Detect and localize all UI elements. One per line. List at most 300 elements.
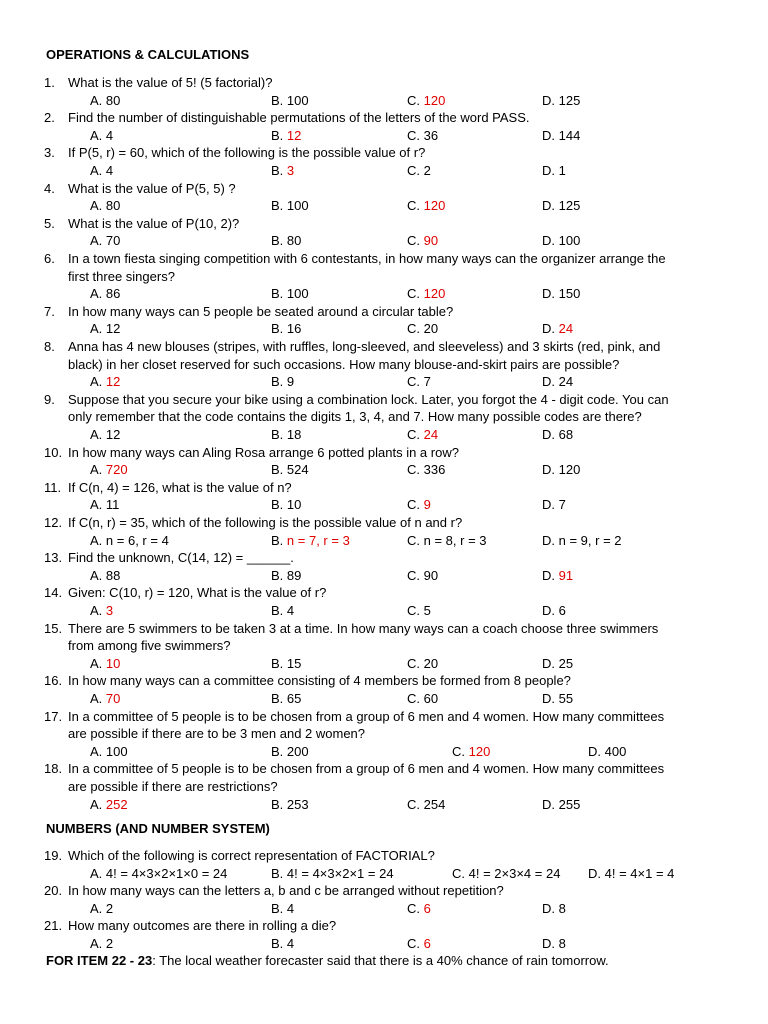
option-value: 4! = 4×3×2×1×0 = 24 — [105, 865, 228, 881]
answer-option — [90, 162, 113, 179]
option-value-correct: 91 — [558, 567, 574, 583]
option-value-correct: 6 — [423, 936, 431, 951]
option-value: 11 — [105, 497, 120, 513]
question-number: 1. — [44, 75, 55, 90]
option-value: 100 — [286, 198, 309, 214]
option-value: 7 — [423, 374, 431, 390]
answer-option — [407, 373, 431, 390]
question-number: 19. — [44, 848, 63, 863]
option-value-correct: 12 — [105, 374, 121, 390]
option-letter: A. — [90, 567, 103, 583]
question-text: In a committee of 5 people is to be chosen from a group of 6 men and 4 women. How many committees — [68, 761, 665, 777]
answer-option — [542, 461, 580, 478]
option-letter: B. — [271, 374, 284, 390]
option-value: 100 — [286, 92, 309, 108]
option-value: 86 — [105, 286, 121, 302]
option-letter: B. — [271, 532, 284, 548]
option-value: 4 — [105, 163, 114, 178]
option-value: 4 — [286, 936, 295, 951]
option-value: n = 6, r = 4 — [105, 532, 169, 548]
question-number: 10. — [44, 444, 63, 460]
option-value: 36 — [423, 127, 439, 143]
question-number: 7. — [44, 303, 55, 319]
option-letter: C. — [407, 603, 420, 618]
answer-option — [271, 127, 301, 144]
option-value: 80 — [105, 198, 121, 214]
answer-option — [271, 232, 301, 249]
option-value-correct: 24 — [558, 321, 574, 337]
option-letter: D. — [542, 655, 555, 671]
answer-option — [90, 127, 113, 144]
option-letter: C. — [407, 286, 420, 302]
option-value: 100 — [558, 233, 581, 249]
answer-option — [90, 743, 128, 760]
answer-option — [407, 285, 445, 302]
question-text: Suppose that you secure your bike using a combination lock. Later, you forgot the 4 - digit code. You can — [68, 391, 669, 407]
question-text: from among five swimmers? — [68, 638, 231, 654]
answer-option — [407, 461, 445, 478]
answer-option — [90, 900, 113, 917]
question-number: 5. — [44, 215, 55, 231]
answer-option — [407, 320, 438, 337]
option-letter: D. — [542, 462, 555, 478]
answer-option — [90, 532, 169, 549]
answer-option — [407, 197, 445, 214]
option-value: 24 — [558, 374, 574, 390]
option-letter: C. — [407, 532, 420, 548]
answer-option — [542, 320, 573, 337]
question-text: are possible if there are restrictions? — [68, 779, 278, 794]
option-value: 100 — [286, 286, 309, 302]
option-letter: D. — [542, 321, 555, 337]
answer-option — [407, 690, 438, 707]
option-letter: B. — [271, 163, 284, 178]
answer-option — [542, 162, 566, 179]
option-value: 100 — [105, 743, 128, 759]
option-letter: B. — [271, 936, 284, 951]
option-letter: B. — [271, 462, 284, 478]
option-value: 5 — [423, 603, 431, 618]
option-value: 524 — [286, 462, 309, 478]
answer-option — [407, 232, 438, 249]
option-letter: B. — [271, 603, 284, 618]
option-letter: A. — [90, 936, 103, 951]
question-number: 9. — [44, 391, 55, 407]
option-value-correct: 252 — [105, 796, 128, 812]
option-letter: D. — [588, 743, 601, 759]
question-text: What is the value of P(5, 5) ? — [68, 180, 236, 196]
answer-option — [407, 796, 445, 813]
question-text: In how many ways can 5 people be seated around a circular table? — [68, 303, 454, 319]
question-number: 21. — [44, 918, 63, 934]
answer-option — [90, 232, 120, 249]
footer-note — [46, 952, 609, 969]
answer-option — [542, 92, 580, 109]
option-letter: D. — [542, 691, 555, 706]
option-value: 70 — [105, 233, 121, 249]
option-letter: B. — [271, 427, 284, 442]
option-letter: D. — [542, 603, 555, 618]
question-text: If C(n, 4) = 126, what is the value of n? — [68, 479, 292, 495]
option-value: 18 — [286, 427, 302, 442]
answer-option — [90, 92, 120, 109]
option-letter: A. — [90, 743, 103, 759]
option-letter: C. — [452, 743, 465, 759]
option-letter: D. — [542, 567, 555, 583]
question-text: are possible if there are to be 3 men and 2 women? — [68, 726, 366, 742]
option-value: 2 — [105, 900, 114, 916]
answer-option — [407, 532, 487, 549]
option-letter: C. — [407, 691, 420, 706]
option-letter: B. — [271, 321, 284, 337]
option-value: 400 — [604, 743, 627, 759]
answer-option — [542, 567, 573, 584]
option-value: 20 — [423, 321, 439, 337]
answer-option — [542, 426, 573, 443]
option-value: 125 — [558, 198, 581, 214]
option-letter: B. — [271, 796, 284, 812]
option-value: 8 — [558, 900, 566, 916]
option-value: 6 — [558, 603, 566, 618]
question-number: 13. — [44, 550, 63, 566]
answer-option — [271, 426, 301, 443]
section-heading-operations: OPERATIONS & CALCULATIONS — [46, 47, 250, 62]
question-number: 3. — [44, 145, 55, 161]
option-letter: B. — [271, 655, 284, 671]
option-letter: A. — [90, 92, 103, 108]
question-text: If C(n, r) = 35, which of the following is the possible value of n and r? — [68, 515, 463, 530]
option-value: 20 — [423, 655, 439, 671]
option-letter: A. — [90, 462, 103, 478]
option-value: 4! = 2×3×4 = 24 — [468, 865, 561, 881]
option-letter: D. — [542, 163, 555, 178]
option-value-correct: 120 — [468, 743, 491, 759]
option-letter: A. — [90, 374, 103, 390]
option-value-correct: 120 — [423, 92, 446, 108]
option-value: 4! = 4×1 = 4 — [604, 865, 675, 881]
answer-option — [542, 900, 566, 917]
answer-option — [90, 426, 120, 443]
option-value-correct: 120 — [423, 198, 446, 214]
answer-option — [542, 127, 580, 144]
option-value: 9 — [286, 374, 295, 390]
option-letter: D. — [542, 92, 555, 108]
answer-option — [407, 935, 431, 952]
answer-option — [271, 602, 294, 619]
answer-option — [90, 602, 113, 619]
answer-option — [271, 162, 294, 179]
answer-option — [271, 567, 301, 584]
answer-option — [90, 373, 120, 390]
answer-option — [90, 461, 128, 478]
option-letter: B. — [271, 900, 284, 916]
question-number: 8. — [44, 339, 55, 354]
option-value: n = 8, r = 3 — [423, 532, 487, 548]
option-letter: D. — [588, 865, 601, 881]
option-letter: A. — [90, 233, 103, 249]
answer-option — [407, 496, 431, 513]
answer-option — [90, 655, 120, 672]
option-value: 254 — [423, 796, 446, 812]
question-number: 2. — [44, 110, 55, 126]
answer-option — [588, 865, 674, 882]
answer-option — [271, 373, 294, 390]
option-letter: D. — [542, 796, 555, 812]
question-text: In a town fiesta singing competition with 6 contestants, in how many ways can the organizer arrange the — [68, 251, 666, 266]
answer-option — [271, 796, 309, 813]
answer-option — [90, 690, 120, 707]
option-letter: A. — [90, 691, 103, 706]
section-heading-numbers: NUMBERS (AND NUMBER SYSTEM) — [46, 821, 270, 836]
question-number: 12. — [44, 515, 63, 530]
option-value-correct: 720 — [105, 462, 128, 478]
answer-option — [407, 127, 438, 144]
option-letter: B. — [271, 691, 284, 706]
option-letter: C. — [407, 163, 420, 178]
question-text: What is the value of 5! (5 factorial)? — [68, 75, 273, 90]
option-value: 2 — [423, 163, 431, 178]
option-value: 90 — [423, 567, 439, 583]
answer-option — [90, 865, 227, 882]
question-text: only remember that the code contains the digits 1, 3, 4, and 7. How many possible codes are there? — [68, 409, 642, 425]
question-text: Given: C(10, r) = 120, What is the value of r? — [68, 585, 327, 601]
question-text: In how many ways can a committee consisting of 4 members be formed from 8 people? — [68, 673, 571, 689]
option-letter: A. — [90, 198, 103, 214]
option-value: n = 9, r = 2 — [558, 532, 622, 548]
option-letter: A. — [90, 603, 103, 618]
answer-option — [542, 690, 573, 707]
option-letter: D. — [542, 233, 555, 249]
question-number: 20. — [44, 883, 63, 899]
answer-option — [271, 655, 301, 672]
answer-option — [407, 426, 438, 443]
question-text: In how many ways can Aling Rosa arrange 6 potted plants in a row? — [68, 444, 459, 460]
answer-option — [542, 655, 573, 672]
question-text: In how many ways can the letters a, b and c be arranged without repetition? — [68, 883, 504, 899]
option-value-correct: 10 — [105, 655, 121, 671]
answer-option — [407, 900, 431, 917]
question-text: Which of the following is correct representation of FACTORIAL? — [68, 848, 435, 863]
option-value-correct: 3 — [286, 163, 295, 178]
footer-label: FOR ITEM 22 - 23 — [46, 953, 153, 968]
answer-option — [407, 162, 431, 179]
option-value: 144 — [558, 127, 581, 143]
option-letter: C. — [407, 233, 420, 249]
option-value: 88 — [105, 567, 121, 583]
option-value-correct: 120 — [423, 286, 446, 302]
answer-option — [271, 690, 301, 707]
option-value: 55 — [558, 691, 574, 706]
option-letter: D. — [542, 427, 555, 442]
option-letter: C. — [407, 92, 420, 108]
option-value: 68 — [558, 427, 574, 442]
answer-option — [407, 567, 438, 584]
option-letter: C. — [407, 796, 420, 812]
option-letter: A. — [90, 427, 103, 442]
option-value: 253 — [286, 796, 309, 812]
option-value: 10 — [286, 497, 302, 513]
option-letter: B. — [271, 92, 284, 108]
option-letter: C. — [407, 374, 420, 390]
option-value-correct: 24 — [423, 427, 439, 442]
option-letter: A. — [90, 497, 103, 513]
option-letter: C. — [407, 427, 420, 442]
option-value: 15 — [286, 655, 302, 671]
option-value-correct: 3 — [105, 603, 114, 618]
answer-option — [271, 496, 301, 513]
option-value: 16 — [286, 321, 302, 337]
question-text: first three singers? — [68, 268, 175, 284]
option-letter: C. — [407, 198, 420, 214]
option-letter: C. — [407, 567, 420, 583]
option-letter: C. — [407, 497, 420, 513]
option-value: 80 — [105, 92, 121, 108]
answer-option — [542, 796, 580, 813]
option-letter: C. — [407, 655, 420, 671]
option-letter: A. — [90, 900, 103, 916]
option-value: 120 — [558, 462, 581, 478]
option-value-correct: 90 — [423, 233, 439, 249]
option-letter: C. — [407, 321, 420, 337]
answer-option — [90, 567, 120, 584]
option-value: 89 — [286, 567, 302, 583]
answer-option — [542, 532, 622, 549]
option-value: 80 — [286, 233, 302, 249]
option-value: 4! = 4×3×2×1 = 24 — [286, 865, 394, 881]
option-value: 60 — [423, 691, 439, 706]
question-text: Anna has 4 new blouses (stripes, with ruffles, long-sleeved, and sleeveless) and 3 skirts (red, pink, and — [68, 339, 661, 354]
option-value: 65 — [286, 691, 302, 706]
option-value: 200 — [286, 743, 309, 759]
answer-option — [271, 900, 294, 917]
answer-option — [407, 92, 445, 109]
option-letter: D. — [542, 127, 555, 143]
option-letter: C. — [407, 900, 420, 916]
option-value: 255 — [558, 796, 581, 812]
answer-option — [90, 197, 120, 214]
option-letter: A. — [90, 127, 103, 143]
question-number: 4. — [44, 180, 55, 196]
option-value: 1 — [558, 163, 566, 178]
question-text: There are 5 swimmers to be taken 3 at a time. In how many ways can a coach choose three swimmers — [68, 620, 659, 636]
question-number: 6. — [44, 251, 55, 266]
answer-option — [271, 92, 309, 109]
option-letter: D. — [542, 900, 555, 916]
option-letter: A. — [90, 865, 103, 881]
question-text: How many outcomes are there in rolling a die? — [68, 918, 337, 934]
answer-option — [271, 320, 301, 337]
question-text: What is the value of P(10, 2)? — [68, 215, 240, 231]
option-letter: C. — [407, 936, 420, 951]
option-letter: A. — [90, 655, 103, 671]
question-text: Find the number of distinguishable permutations of the letters of the word PASS. — [68, 110, 530, 126]
option-value: 25 — [558, 655, 574, 671]
answer-option — [271, 743, 309, 760]
question-text: Find the unknown, C(14, 12) = ______. — [68, 550, 294, 566]
answer-option — [90, 285, 120, 302]
answer-option — [90, 796, 128, 813]
answer-option — [90, 935, 113, 952]
answer-option — [407, 602, 431, 619]
option-letter: D. — [542, 374, 555, 390]
question-number: 18. — [44, 761, 63, 777]
option-letter: A. — [90, 796, 103, 812]
option-value: 125 — [558, 92, 581, 108]
answer-option — [542, 496, 566, 513]
answer-option — [542, 232, 580, 249]
answer-option — [407, 655, 438, 672]
answer-option — [271, 532, 350, 549]
option-letter: C. — [407, 127, 420, 143]
answer-option — [542, 602, 566, 619]
question-text: black) in her closet reserved for such occasions. How many blouse-and-skirt pairs are possible? — [68, 356, 620, 372]
answer-option — [452, 865, 560, 882]
answer-option — [271, 461, 309, 478]
option-letter: D. — [542, 936, 555, 951]
option-letter: A. — [90, 286, 103, 302]
option-letter: B. — [271, 743, 284, 759]
option-letter: B. — [271, 198, 284, 214]
option-letter: B. — [271, 865, 284, 881]
option-letter: A. — [90, 163, 103, 178]
option-value: 4 — [105, 127, 114, 143]
option-value-correct: 12 — [286, 127, 302, 143]
answer-option — [271, 865, 394, 882]
option-value: 7 — [558, 497, 566, 513]
option-letter: A. — [90, 532, 103, 548]
answer-option — [90, 320, 120, 337]
answer-option — [542, 373, 573, 390]
option-value-correct: 70 — [105, 691, 121, 706]
answer-option — [542, 285, 580, 302]
question-number: 16. — [44, 673, 63, 689]
answer-option — [271, 935, 294, 952]
question-number: 17. — [44, 708, 63, 724]
option-letter: B. — [271, 127, 284, 143]
option-letter: B. — [271, 233, 284, 249]
question-text: In a committee of 5 people is to be chosen from a group of 6 men and 4 women. How many committees — [68, 708, 665, 724]
option-value: 2 — [105, 936, 114, 951]
answer-option — [588, 743, 626, 760]
answer-option — [542, 197, 580, 214]
answer-option — [452, 743, 490, 760]
answer-option — [271, 285, 309, 302]
question-number: 14. — [44, 585, 63, 601]
option-letter: D. — [542, 286, 555, 302]
option-value: 336 — [423, 462, 446, 478]
answer-option — [271, 197, 309, 214]
option-letter: B. — [271, 497, 284, 513]
option-letter: C. — [452, 865, 465, 881]
question-number: 15. — [44, 620, 63, 636]
option-value: 8 — [558, 936, 566, 951]
option-value: 12 — [105, 427, 121, 442]
option-value: 4 — [286, 603, 295, 618]
option-value: 12 — [105, 321, 121, 337]
option-value-correct: 9 — [423, 497, 431, 513]
option-value-correct: n = 7, r = 3 — [286, 532, 350, 548]
option-value: 150 — [558, 286, 581, 302]
question-number: 11. — [44, 479, 62, 495]
option-letter: C. — [407, 462, 420, 478]
option-letter: D. — [542, 497, 555, 513]
question-text: If P(5, r) = 60, which of the following is the possible value of r? — [68, 145, 426, 161]
option-letter: B. — [271, 286, 284, 302]
option-value-correct: 6 — [423, 900, 431, 916]
answer-option — [90, 496, 119, 513]
option-letter: D. — [542, 532, 555, 548]
option-letter: B. — [271, 567, 284, 583]
